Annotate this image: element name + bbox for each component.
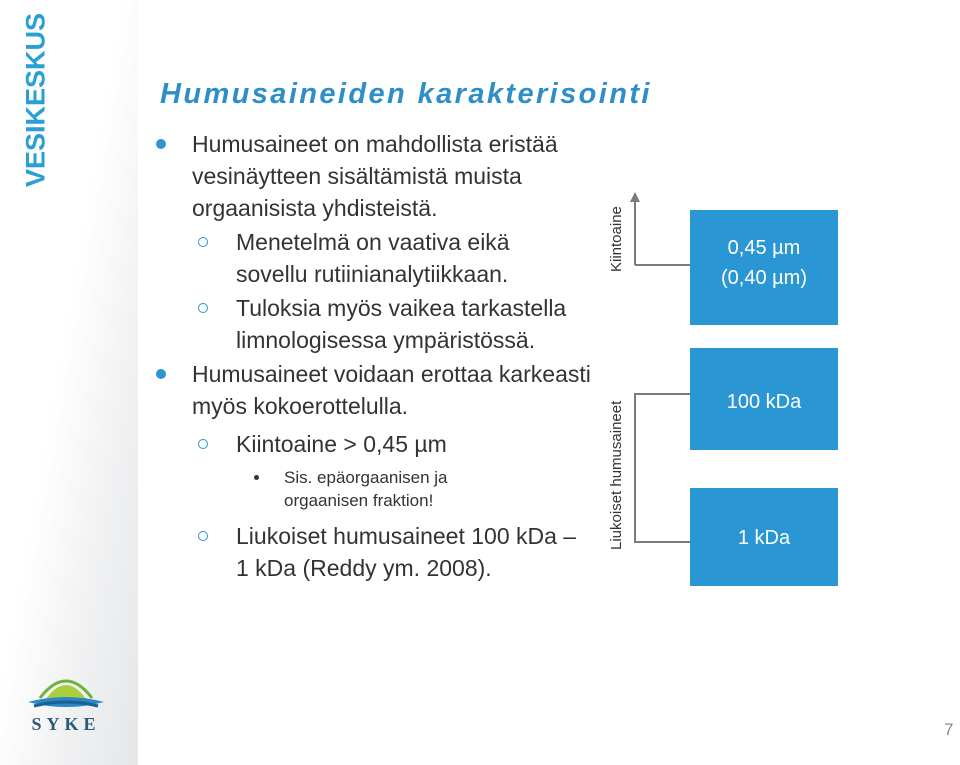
- sub-bullet-item: Kiintoaine > 0,45 µm: [150, 428, 576, 460]
- size-box-045um-line1: 0,45 µm: [727, 237, 801, 259]
- liukoiset-label: Liukoiset humusaineet: [608, 400, 625, 550]
- slide-title: Humusaineiden karakterisointi: [160, 78, 652, 110]
- syke-logo-emblem-icon: [20, 668, 112, 714]
- kiintoaine-label: Kiintoaine: [608, 206, 625, 272]
- vesikeskus-brand: [16, 12, 56, 188]
- brand-name: VESIKESKUS: [20, 12, 51, 188]
- sub-bullet-item: Tuloksia myös vaikea tarkastella limnologisessa ympäristössä.: [150, 292, 576, 356]
- syke-logo: [20, 668, 112, 740]
- sub-sub-bullet-item: Sis. epäorgaanisen ja orgaanisen fraktion!: [150, 466, 514, 512]
- liukoiset-bracket: [635, 394, 690, 542]
- sub-bullet-item: Liukoiset humusaineet 100 kDa – 1 kDa (Reddy ym. 2008).: [150, 520, 586, 584]
- bullet-item: Humusaineet voidaan erottaa karkeasti myös kokoerottelulla.: [150, 358, 592, 422]
- bullet-list: [150, 128, 590, 584]
- page-number: 7: [944, 720, 954, 739]
- size-box-100kda-label: 100 kDa: [726, 391, 802, 413]
- size-box-045um-line2: (0,40 µm): [721, 267, 807, 289]
- sub-bullet-item: Menetelmä on vaativa eikä sovellu rutiinianalytiikkaan.: [150, 226, 576, 290]
- size-box-1kda-label: 1 kDa: [737, 527, 791, 549]
- kiintoaine-bracket: [630, 192, 690, 265]
- syke-logo-text: SYKE: [31, 714, 101, 734]
- size-fraction-diagram: [590, 180, 890, 600]
- bullet-item: Humusaineet on mahdollista eristää vesinäytteen sisältämistä muista orgaanisista yhdisteistä.: [150, 128, 572, 224]
